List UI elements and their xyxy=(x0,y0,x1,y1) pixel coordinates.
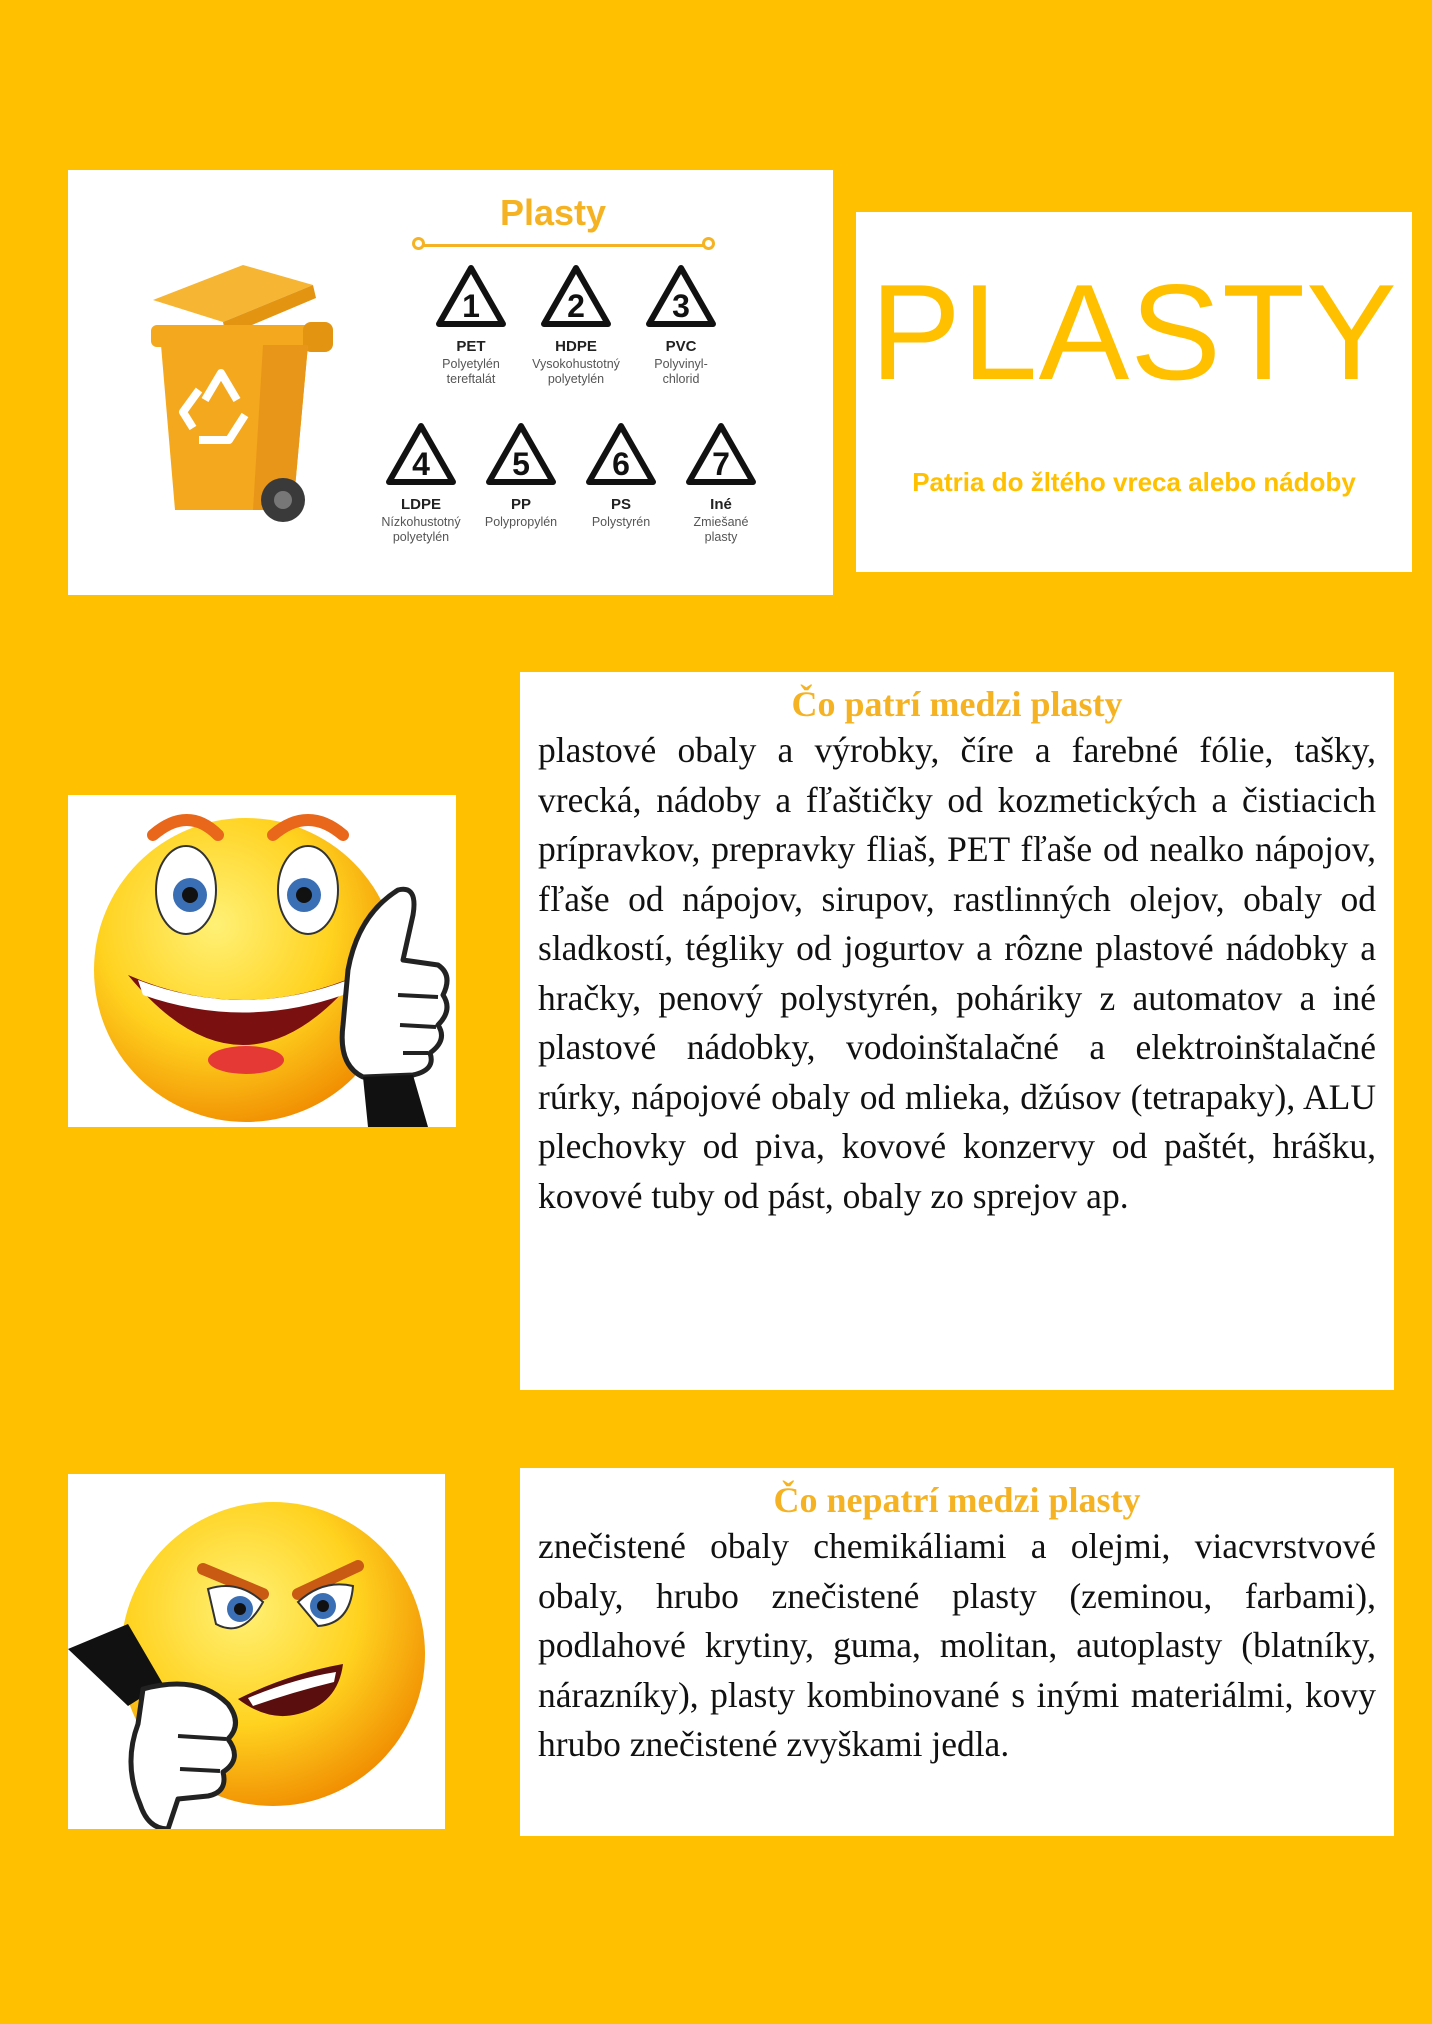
page-title: PLASTY xyxy=(870,256,1398,408)
svg-text:4: 4 xyxy=(412,446,430,482)
not-belongs-heading: Čo nepatrí medzi plasty xyxy=(773,1480,1141,1520)
recycle-triangle-icon xyxy=(583,420,659,490)
page-subtitle: Patria do žltého vreca alebo nádoby xyxy=(912,467,1356,497)
svg-text:2: 2 xyxy=(567,288,585,324)
recycle-triangle-icon xyxy=(483,420,559,490)
svg-text:5: 5 xyxy=(512,446,530,482)
svg-text:3: 3 xyxy=(672,288,690,324)
resin-code-pvc: 3 PVC Polyvinyl- chlorid xyxy=(621,262,741,387)
happy-smiley-panel xyxy=(68,795,456,1127)
recycle-triangle-icon xyxy=(433,262,509,332)
belongs-heading: Čo patrí medzi plasty xyxy=(791,684,1123,724)
belongs-panel xyxy=(520,672,1394,1390)
not-belongs-body: znečistené obaly chemikáliami a olejmi, viacvrstvové obaly, hrubo znečistené plasty (zeminou, farbami), podlahové krytiny, guma, molitan, autoplasty (blatníky, nárazníky), plasty kombinované s inými materiálmi, kovy hrubo znečistené zvyškami jedla. xyxy=(538,1526,1376,1764)
chart-heading: Plasty xyxy=(499,192,607,233)
recycling-bin-icon xyxy=(113,240,343,530)
svg-text:1: 1 xyxy=(462,288,480,324)
plastics-chart xyxy=(68,170,833,595)
thumbs-up-smiley-icon xyxy=(68,795,456,1127)
angry-smiley-panel xyxy=(68,1474,445,1829)
recycle-triangle-icon xyxy=(643,262,719,332)
title-panel xyxy=(856,212,1412,572)
thumbs-down-smiley-icon xyxy=(68,1474,445,1829)
divider-dot-left xyxy=(412,237,425,250)
recycle-triangle-icon xyxy=(383,420,459,490)
divider-dot-right xyxy=(702,237,715,250)
svg-text:7: 7 xyxy=(712,446,730,482)
recycle-triangle-icon xyxy=(683,420,759,490)
resin-code-ps: 6 PS Polystyrén xyxy=(561,420,681,530)
svg-text:6: 6 xyxy=(612,446,630,482)
resin-code-other: 7 Iné Zmiešané plasty xyxy=(661,420,781,545)
resin-code-ldpe: 4 LDPE Nízkohustotný polyetylén xyxy=(361,420,481,545)
recycle-triangle-icon xyxy=(538,262,614,332)
belongs-body: plastové obaly a výrobky, číre a farebné fólie, tašky, vrecká, nádoby a fľaštičky od kozmetických a čistiacich prípravkov, prepravky fliaš, PET fľaše od nealko nápojov, fľaše od nápojov, sirupov, rastlinných olejov, obaly od sladkostí, tégliky od jogurtov a rôzne plastové nádobky a hračky, penový polystyrén, poháriky z automatov a iné plastové nádobky, vodoinštalačné a elektroinštalačné rúrky, nápojové obaly od mlieka, džúsov (tetrapaky), ALU plechovky od piva, kovové konzervy od paštét, hrášku, kovové tuby od pást, obaly zo sprejov ap. xyxy=(538,730,1376,1216)
chart-divider xyxy=(418,244,708,247)
resin-code-hdpe: 2 HDPE Vysokohustotný polyetylén xyxy=(516,262,636,387)
resin-code-pet: 1 PET Polyetylén tereftalát xyxy=(411,262,531,387)
resin-code-pp: 5 PP Polypropylén xyxy=(461,420,581,530)
not-belongs-panel xyxy=(520,1468,1394,1836)
